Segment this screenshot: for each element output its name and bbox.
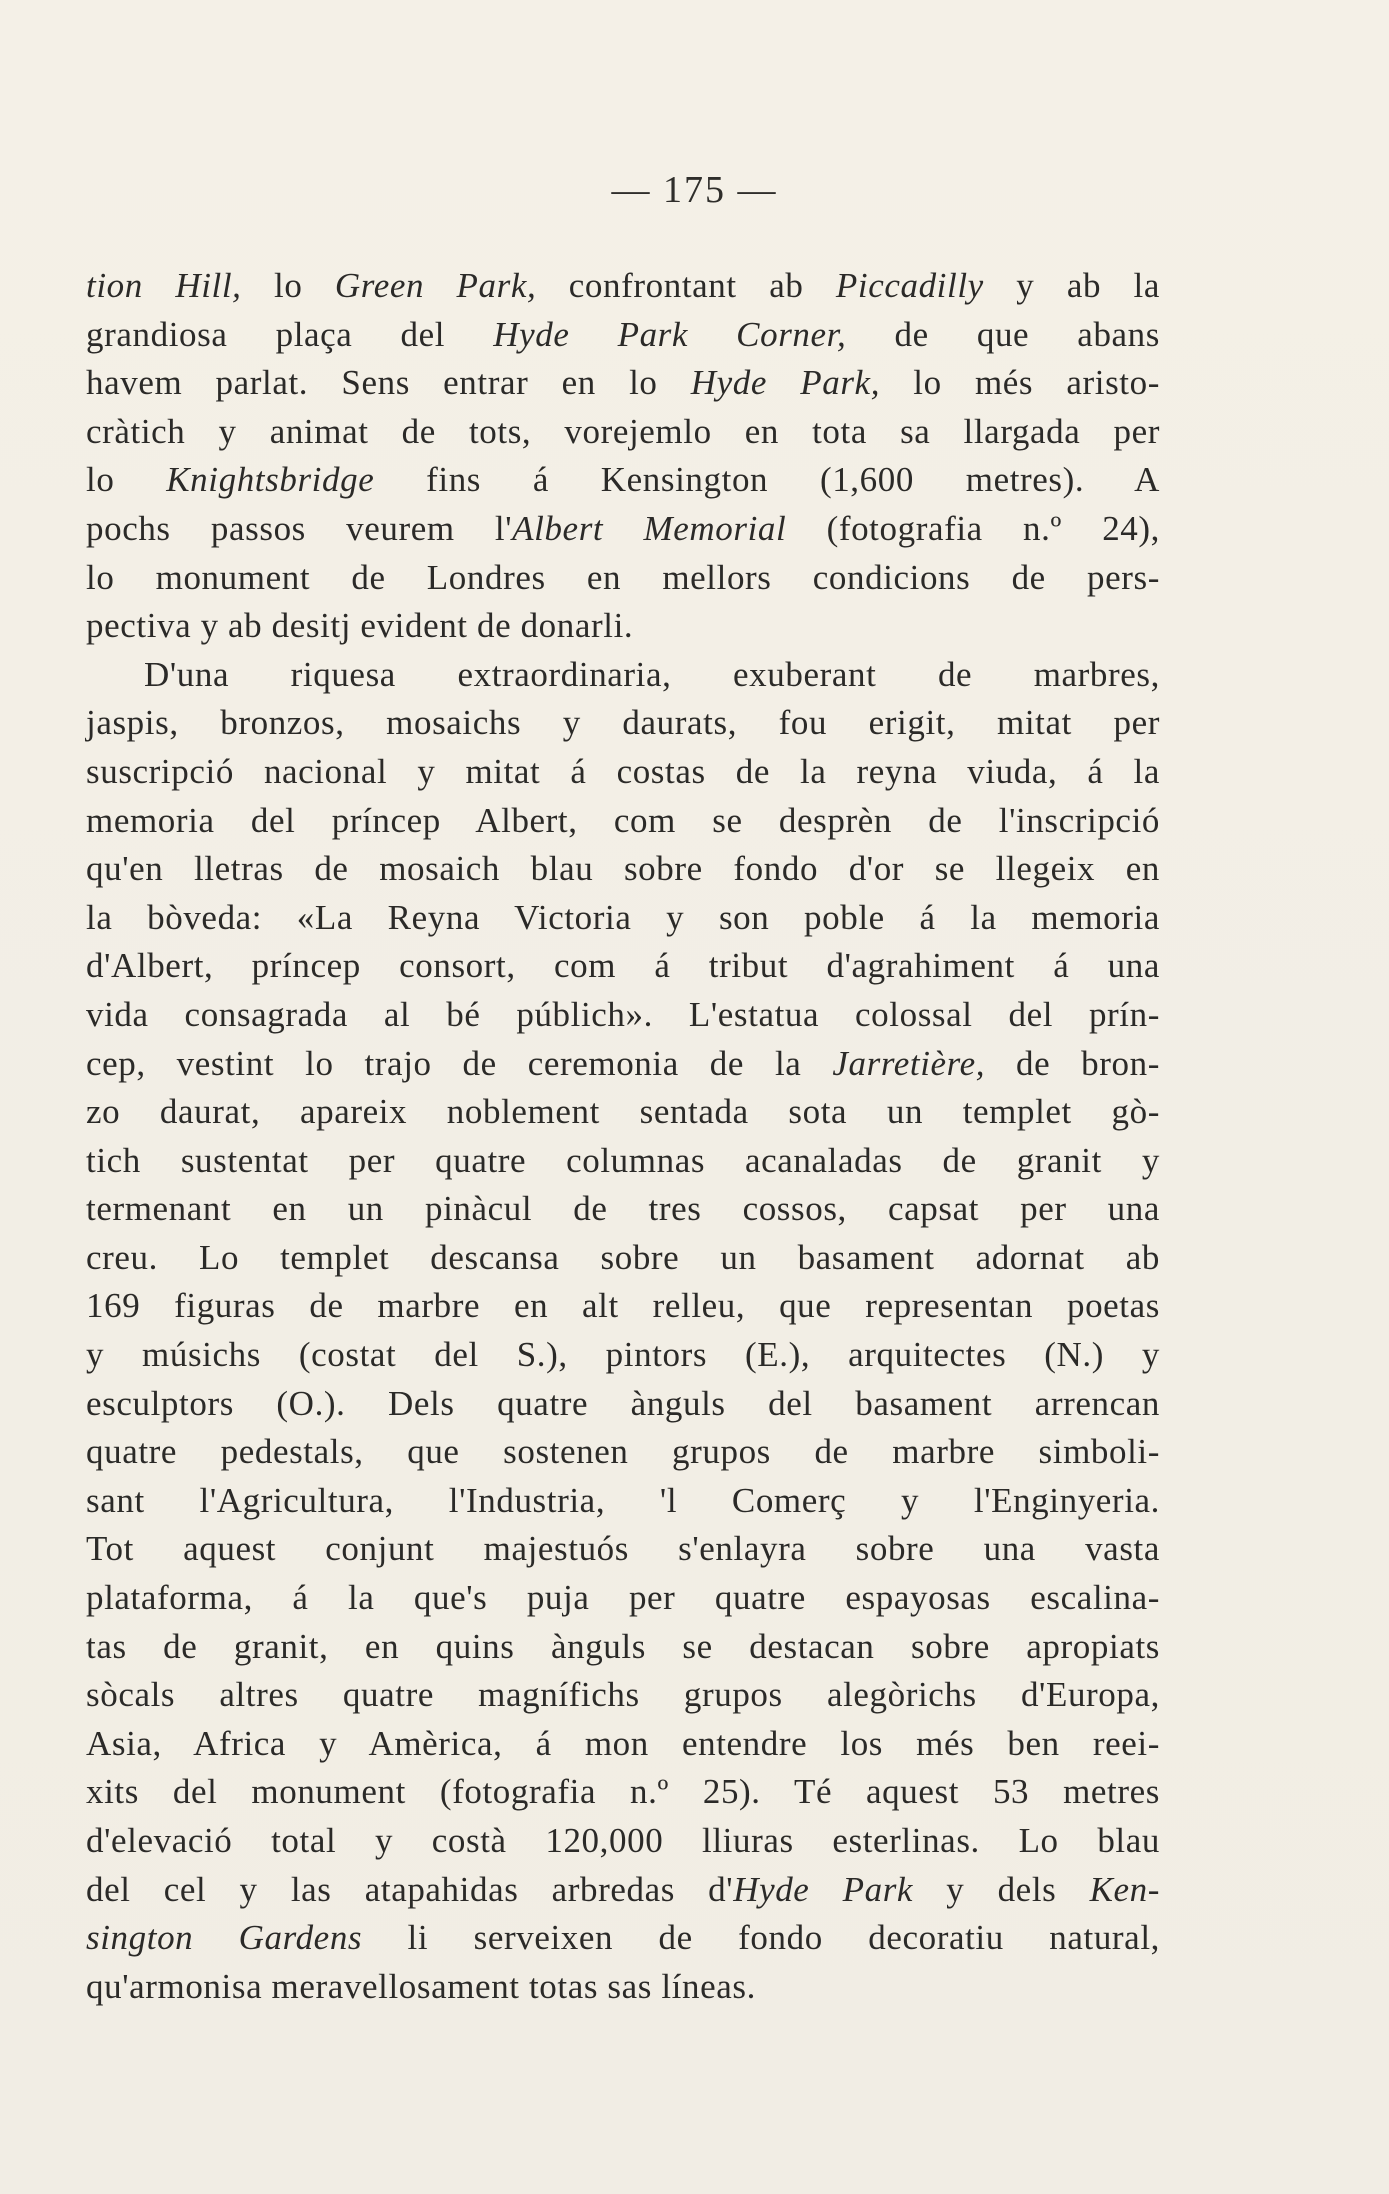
italic-text: Jarretière, [832, 1043, 986, 1083]
text-segment: y ab la [983, 266, 1161, 305]
text-line [86, 1282, 1160, 1331]
text-segment: sant l'Agricultura, l'Industria, 'l Comerç y l'Enginyeria. [86, 1480, 1160, 1520]
text-segment: xits del monument (fotografia n.º 25). Té aquest 53 metres [86, 1772, 1160, 1812]
text-line [86, 942, 1160, 991]
text-segment: lo monument de Londres en mellors condicions de pers- [86, 557, 1160, 597]
text-segment: Asia, Africa y Amèrica, á mon entendre los més ben reei- [86, 1723, 1160, 1763]
text-segment: creu. Lo templet descansa sobre un basament adornat ab [86, 1237, 1160, 1277]
text-line [86, 1671, 1160, 1720]
text-segment: la bòveda: «La Reyna Victoria y son poble á la memoria [86, 897, 1160, 937]
text-segment: qu'armonisa meravellosament totas sas líneas. [86, 1966, 756, 2006]
text-segment: y músichs (costat del S.), pintors (E.), arquitectes (N.) y [86, 1335, 1160, 1375]
text-line [86, 505, 1160, 554]
italic-text: tion Hill, [86, 266, 242, 305]
text-segment: lo [86, 460, 167, 500]
text-segment: 169 figuras de marbre en alt relleu, que representan poetas [86, 1286, 1160, 1326]
text-line [86, 602, 1160, 651]
text-segment: pectiva y ab desitj evident de donarli. [86, 606, 634, 646]
text-line [86, 1137, 1160, 1186]
text-segment: suscripció nacional y mitat á costas de la reyna viuda, á la [86, 751, 1160, 791]
text-segment: Tot aquest conjunt majestuós s'enlayra sobre una vasta [86, 1529, 1160, 1569]
text-line [86, 554, 1160, 603]
text-segment: lo més aristo- [880, 363, 1160, 403]
text-segment: zo daurat, apareix noblement sentada sota un templet gò- [86, 1092, 1160, 1132]
page-number: — 175 — [611, 169, 778, 211]
text-line [86, 1088, 1160, 1137]
text-line [86, 845, 1160, 894]
text-line [86, 1914, 1160, 1963]
text-segment: lo [241, 266, 335, 305]
text-line [86, 797, 1160, 846]
italic-text: Ken- [1089, 1869, 1160, 1909]
text-segment: y dels [913, 1869, 1090, 1909]
text-line [86, 1866, 1160, 1915]
text-segment: sòcals altres quatre magnífichs grupos alegòrichs d'Europa, [86, 1675, 1160, 1715]
text-segment: quatre pedestals, que sostenen grupos de marbre simboli- [86, 1432, 1160, 1472]
text-line [86, 1720, 1160, 1769]
text-line [86, 262, 1160, 311]
italic-text: Piccadilly [835, 266, 984, 305]
text-segment: memoria del príncep Albert, com se desprèn de l'inscripció [86, 800, 1160, 840]
italic-text: Hyde Park, [690, 363, 881, 403]
text-line [86, 1234, 1160, 1283]
text-line [86, 311, 1160, 360]
text-segment: tich sustentat per quatre columnas acanaladas de granit y [86, 1140, 1160, 1180]
text-segment: plataforma, á la que's puja per quatre espayosas escalina- [86, 1578, 1160, 1618]
text-line [86, 456, 1160, 505]
text-segment: havem parlat. Sens entrar en lo [86, 363, 691, 403]
text-segment: del cel y las atapahidas arbredas d' [86, 1869, 734, 1909]
text-segment: D'una riquesa extraordinaria, exuberant de marbres, [144, 654, 1160, 694]
text-segment: fins á Kensington (1,600 metres). A [374, 460, 1160, 500]
text-line [86, 699, 1160, 748]
text-line [86, 748, 1160, 797]
text-line [86, 1525, 1160, 1574]
text-segment: vida consagrada al bé públich». L'estatua colossal del prín- [86, 994, 1160, 1034]
text-line [86, 1477, 1160, 1526]
text-line [86, 408, 1160, 457]
text-segment: d'Albert, príncep consort, com á tribut d'agrahiment á una [86, 946, 1160, 986]
italic-text: Green Park, [334, 266, 537, 305]
text-segment: d'elevació total y costà 120,000 lliuras esterlinas. Lo blau [86, 1821, 1160, 1860]
text-line [86, 991, 1160, 1040]
text-line [86, 1040, 1160, 1089]
text-line [86, 1185, 1160, 1234]
text-line [86, 1817, 1160, 1866]
text-segment: confrontant ab [536, 266, 836, 305]
italic-text: sington Gardens [86, 1918, 363, 1958]
italic-text: Hyde Park [733, 1869, 914, 1909]
text-line [86, 1331, 1160, 1380]
text-line [86, 1623, 1160, 1672]
text-line [86, 651, 1160, 700]
body-text [86, 262, 1160, 2011]
text-segment: cràtich y animat de tots, vorejemlo en tota sa llargada per [86, 411, 1160, 451]
text-segment: (fotografia n.º 24), [786, 508, 1160, 548]
text-segment: cep, vestint lo trajo de ceremonia de la [86, 1043, 833, 1083]
text-segment: esculptors (O.). Dels quatre ànguls del basament arrencan [86, 1383, 1160, 1423]
text-line [86, 1574, 1160, 1623]
text-segment: de bron- [985, 1043, 1160, 1083]
text-line [86, 894, 1160, 943]
italic-text: Hyde Park Corner, [493, 314, 847, 354]
text-line [86, 1380, 1160, 1429]
text-segment: tas de granit, en quins ànguls se destacan sobre apropiats [86, 1626, 1160, 1666]
italic-text: Albert Memorial [512, 508, 787, 548]
text-line [86, 1428, 1160, 1477]
text-line [86, 1768, 1160, 1817]
text-line [86, 359, 1160, 408]
italic-text: Knightsbridge [166, 460, 375, 500]
text-line [86, 1963, 1160, 2012]
text-segment: grandiosa plaça del [86, 314, 494, 354]
text-segment: de que abans [846, 314, 1160, 354]
text-segment: li serveixen de fondo decoratiu natural, [362, 1918, 1160, 1958]
text-segment: termenant en un pinàcul de tres cossos, capsat per una [86, 1189, 1160, 1229]
text-segment: qu'en lletras de mosaich blau sobre fondo d'or se llegeix en [86, 849, 1160, 889]
text-segment: jaspis, bronzos, mosaichs y daurats, fou erigit, mitat per [86, 703, 1160, 743]
text-segment: pochs passos veurem l' [86, 508, 513, 548]
